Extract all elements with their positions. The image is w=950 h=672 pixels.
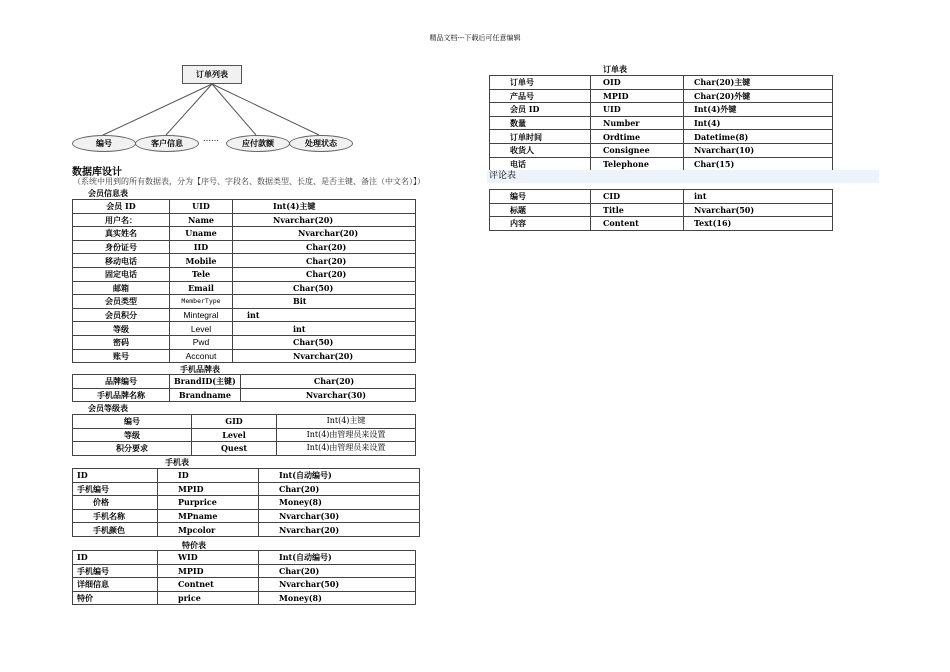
table-row bbox=[490, 116, 833, 130]
table-cell: Char(20) bbox=[259, 564, 416, 578]
table-cell: Nvarchar(50) bbox=[259, 578, 416, 592]
table-cell: 身份证号 bbox=[73, 240, 170, 254]
table-cell: Purprice bbox=[158, 496, 259, 510]
table-cell: 编号 bbox=[73, 415, 192, 429]
table-row bbox=[490, 157, 833, 171]
table-cell: Nvarchar(20) bbox=[233, 349, 416, 363]
table-row bbox=[73, 240, 416, 254]
table-row bbox=[490, 130, 833, 144]
comment-table-title: 评论表 bbox=[487, 170, 879, 183]
table-cell: Content bbox=[591, 217, 684, 231]
table-cell: Brandname bbox=[170, 388, 241, 402]
table-cell: int bbox=[684, 190, 833, 204]
section-title: 数据库设计 bbox=[72, 167, 122, 178]
table-row bbox=[73, 308, 416, 322]
order-table-title: 订单表 bbox=[603, 64, 627, 74]
level-table bbox=[72, 414, 416, 456]
table-row bbox=[73, 227, 416, 241]
table-cell: 内容 bbox=[490, 217, 591, 231]
table-cell: 产品号 bbox=[490, 89, 591, 103]
table-row bbox=[73, 509, 420, 523]
table-row bbox=[73, 322, 416, 336]
special-table bbox=[72, 550, 416, 605]
table-cell: Int(4)由管理员来设置 bbox=[277, 442, 416, 456]
table-cell: Number bbox=[591, 116, 684, 130]
diagram-ellipsis: …… bbox=[203, 134, 219, 143]
table-cell: 固定电话 bbox=[73, 267, 170, 281]
table-cell: UID bbox=[591, 103, 684, 117]
table-cell: Text(16) bbox=[684, 217, 833, 231]
table-row bbox=[73, 523, 420, 537]
table-row bbox=[73, 482, 420, 496]
table-cell: 详细信息 bbox=[73, 578, 158, 592]
table-cell: 会员类型 bbox=[73, 295, 170, 309]
table-cell: Char(20)外键 bbox=[684, 89, 833, 103]
phone-table bbox=[72, 468, 420, 537]
table-cell: Level bbox=[170, 322, 233, 336]
table-cell: Nvarchar(20) bbox=[259, 523, 420, 537]
table-row bbox=[490, 143, 833, 157]
table-cell: Mobile bbox=[170, 254, 233, 268]
table-cell: ID bbox=[73, 469, 158, 483]
table-cell: 标题 bbox=[490, 203, 591, 217]
table-cell: Pwd bbox=[170, 335, 233, 349]
table-cell: Int(4) bbox=[684, 116, 833, 130]
table-row bbox=[490, 103, 833, 117]
table-cell: MPID bbox=[158, 564, 259, 578]
table-cell: 用户名： bbox=[73, 213, 170, 227]
table-cell: Money(8) bbox=[259, 496, 420, 510]
table-row bbox=[73, 281, 416, 295]
brand-table-title: 手机品牌表 bbox=[180, 364, 220, 374]
table-row bbox=[73, 496, 420, 510]
table-cell: 特价 bbox=[73, 591, 158, 605]
table-cell: 手机编号 bbox=[73, 564, 158, 578]
table-cell: Quest bbox=[192, 442, 277, 456]
table-cell: 品牌编号 bbox=[73, 375, 170, 389]
table-cell: ID bbox=[158, 469, 259, 483]
table-row bbox=[490, 217, 833, 231]
phone-table-title: 手机表 bbox=[165, 457, 189, 467]
table-cell: Char(20) bbox=[233, 254, 416, 268]
table-cell: 密码 bbox=[73, 335, 170, 349]
diagram-node-amount: 应付款额 bbox=[226, 135, 290, 152]
table-cell: 手机颜色 bbox=[73, 523, 158, 537]
table-cell: WID bbox=[158, 551, 259, 565]
table-cell: MPname bbox=[158, 509, 259, 523]
table-cell: int bbox=[233, 308, 416, 322]
table-cell: Char(50) bbox=[233, 335, 416, 349]
diagram-root: 订单列表 bbox=[182, 65, 242, 84]
table-cell: Tele bbox=[170, 267, 233, 281]
table-row bbox=[73, 578, 416, 592]
table-row bbox=[490, 76, 833, 90]
table-cell: 价格 bbox=[73, 496, 158, 510]
table-cell: 订单号 bbox=[490, 76, 591, 90]
table-cell: Name bbox=[170, 213, 233, 227]
table-row bbox=[73, 349, 416, 363]
table-cell: 邮箱 bbox=[73, 281, 170, 295]
table-cell: Char(20) bbox=[240, 375, 415, 389]
table-row bbox=[73, 551, 416, 565]
table-cell: 订单时间 bbox=[490, 130, 591, 144]
table-cell: Char(15) bbox=[684, 157, 833, 171]
table-cell: 积分要求 bbox=[73, 442, 192, 456]
table-cell: Uname bbox=[170, 227, 233, 241]
table-row bbox=[73, 295, 416, 309]
table-row bbox=[73, 469, 420, 483]
order-table bbox=[489, 75, 833, 171]
table-cell: Acconut bbox=[170, 349, 233, 363]
table-cell: OID bbox=[591, 76, 684, 90]
table-cell: BrandID(主键) bbox=[170, 375, 241, 389]
table-cell: Ordtime bbox=[591, 130, 684, 144]
table-row bbox=[73, 428, 416, 442]
table-cell: Email bbox=[170, 281, 233, 295]
table-cell: Telephone bbox=[591, 157, 684, 171]
table-cell: 编号 bbox=[490, 190, 591, 204]
table-cell: Title bbox=[591, 203, 684, 217]
table-cell: Contnet bbox=[158, 578, 259, 592]
table-cell: Nvarchar(20) bbox=[233, 227, 416, 241]
table-cell: Nvarchar(30) bbox=[259, 509, 420, 523]
table-cell: int bbox=[233, 322, 416, 336]
table-cell: Nvarchar(30) bbox=[240, 388, 415, 402]
table-cell: 移动电话 bbox=[73, 254, 170, 268]
table-cell: Char(50) bbox=[233, 281, 416, 295]
table-cell: 会员 ID bbox=[73, 200, 170, 214]
comment-table bbox=[489, 189, 833, 231]
table-cell: Nvarchar(20) bbox=[233, 213, 416, 227]
table-cell: CID bbox=[591, 190, 684, 204]
table-cell: Int(4)主键 bbox=[277, 415, 416, 429]
table-cell: 手机名称 bbox=[73, 509, 158, 523]
table-cell: 等级 bbox=[73, 428, 192, 442]
member-table bbox=[72, 199, 416, 363]
table-row bbox=[490, 203, 833, 217]
brand-table bbox=[72, 374, 416, 402]
table-cell: Char(20)主键 bbox=[684, 76, 833, 90]
table-cell: 等级 bbox=[73, 322, 170, 336]
section-note: （系统中用到的所有数据表，分为【序号、字段名、数据类型、长度、是否主键、备注（中文名）】） bbox=[73, 177, 425, 186]
special-table-title: 特价表 bbox=[182, 540, 206, 550]
table-cell: 电话 bbox=[490, 157, 591, 171]
table-cell: 数量 bbox=[490, 116, 591, 130]
diagram-node-status: 处理状态 bbox=[289, 135, 353, 152]
table-row bbox=[73, 200, 416, 214]
table-cell: 手机编号 bbox=[73, 482, 158, 496]
table-cell: Level bbox=[192, 428, 277, 442]
table-row bbox=[73, 375, 416, 389]
table-cell: UID bbox=[170, 200, 233, 214]
table-row bbox=[73, 213, 416, 227]
table-row bbox=[73, 442, 416, 456]
table-cell: MemberType bbox=[170, 295, 233, 309]
table-cell: Int(自动编号) bbox=[259, 469, 420, 483]
table-cell: Char(20) bbox=[259, 482, 420, 496]
table-cell: 账号 bbox=[73, 349, 170, 363]
table-row bbox=[490, 89, 833, 103]
table-cell: Bit bbox=[233, 295, 416, 309]
table-row bbox=[73, 388, 416, 402]
table-cell: MPID bbox=[591, 89, 684, 103]
table-cell: Consignee bbox=[591, 143, 684, 157]
table-cell: 会员积分 bbox=[73, 308, 170, 322]
table-cell: Int(4)外键 bbox=[684, 103, 833, 117]
table-cell: Mpcolor bbox=[158, 523, 259, 537]
table-cell: MPID bbox=[158, 482, 259, 496]
table-row bbox=[73, 254, 416, 268]
table-cell: Int(4)主键 bbox=[233, 200, 416, 214]
table-cell: 真实姓名 bbox=[73, 227, 170, 241]
table-cell: Char(20) bbox=[233, 267, 416, 281]
table-row bbox=[73, 564, 416, 578]
diagram-node-id: 编号 bbox=[72, 135, 136, 152]
page-header: 精品文档---下载后可任意编辑 bbox=[429, 34, 521, 42]
table-row bbox=[73, 591, 416, 605]
table-cell: Nvarchar(50) bbox=[684, 203, 833, 217]
table-cell: price bbox=[158, 591, 259, 605]
table-cell: 手机品牌名称 bbox=[73, 388, 170, 402]
table-cell: IID bbox=[170, 240, 233, 254]
table-row bbox=[73, 415, 416, 429]
table-cell: ID bbox=[73, 551, 158, 565]
table-cell: Mintegral bbox=[170, 308, 233, 322]
member-table-title: 会员信息表 bbox=[88, 188, 128, 198]
table-row bbox=[73, 267, 416, 281]
level-table-title: 会员等级表 bbox=[88, 403, 128, 413]
table-cell: Char(20) bbox=[233, 240, 416, 254]
table-cell: 会员 ID bbox=[490, 103, 591, 117]
table-row bbox=[490, 190, 833, 204]
table-cell: Int(4)由管理员来设置 bbox=[277, 428, 416, 442]
table-row bbox=[73, 335, 416, 349]
table-cell: Int(自动编号) bbox=[259, 551, 416, 565]
diagram-node-customer: 客户信息 bbox=[135, 135, 199, 152]
table-cell: Nvarchar(10) bbox=[684, 143, 833, 157]
table-cell: Datetime(8) bbox=[684, 130, 833, 144]
table-cell: 收货人 bbox=[490, 143, 591, 157]
table-cell: GID bbox=[192, 415, 277, 429]
table-cell: Money(8) bbox=[259, 591, 416, 605]
